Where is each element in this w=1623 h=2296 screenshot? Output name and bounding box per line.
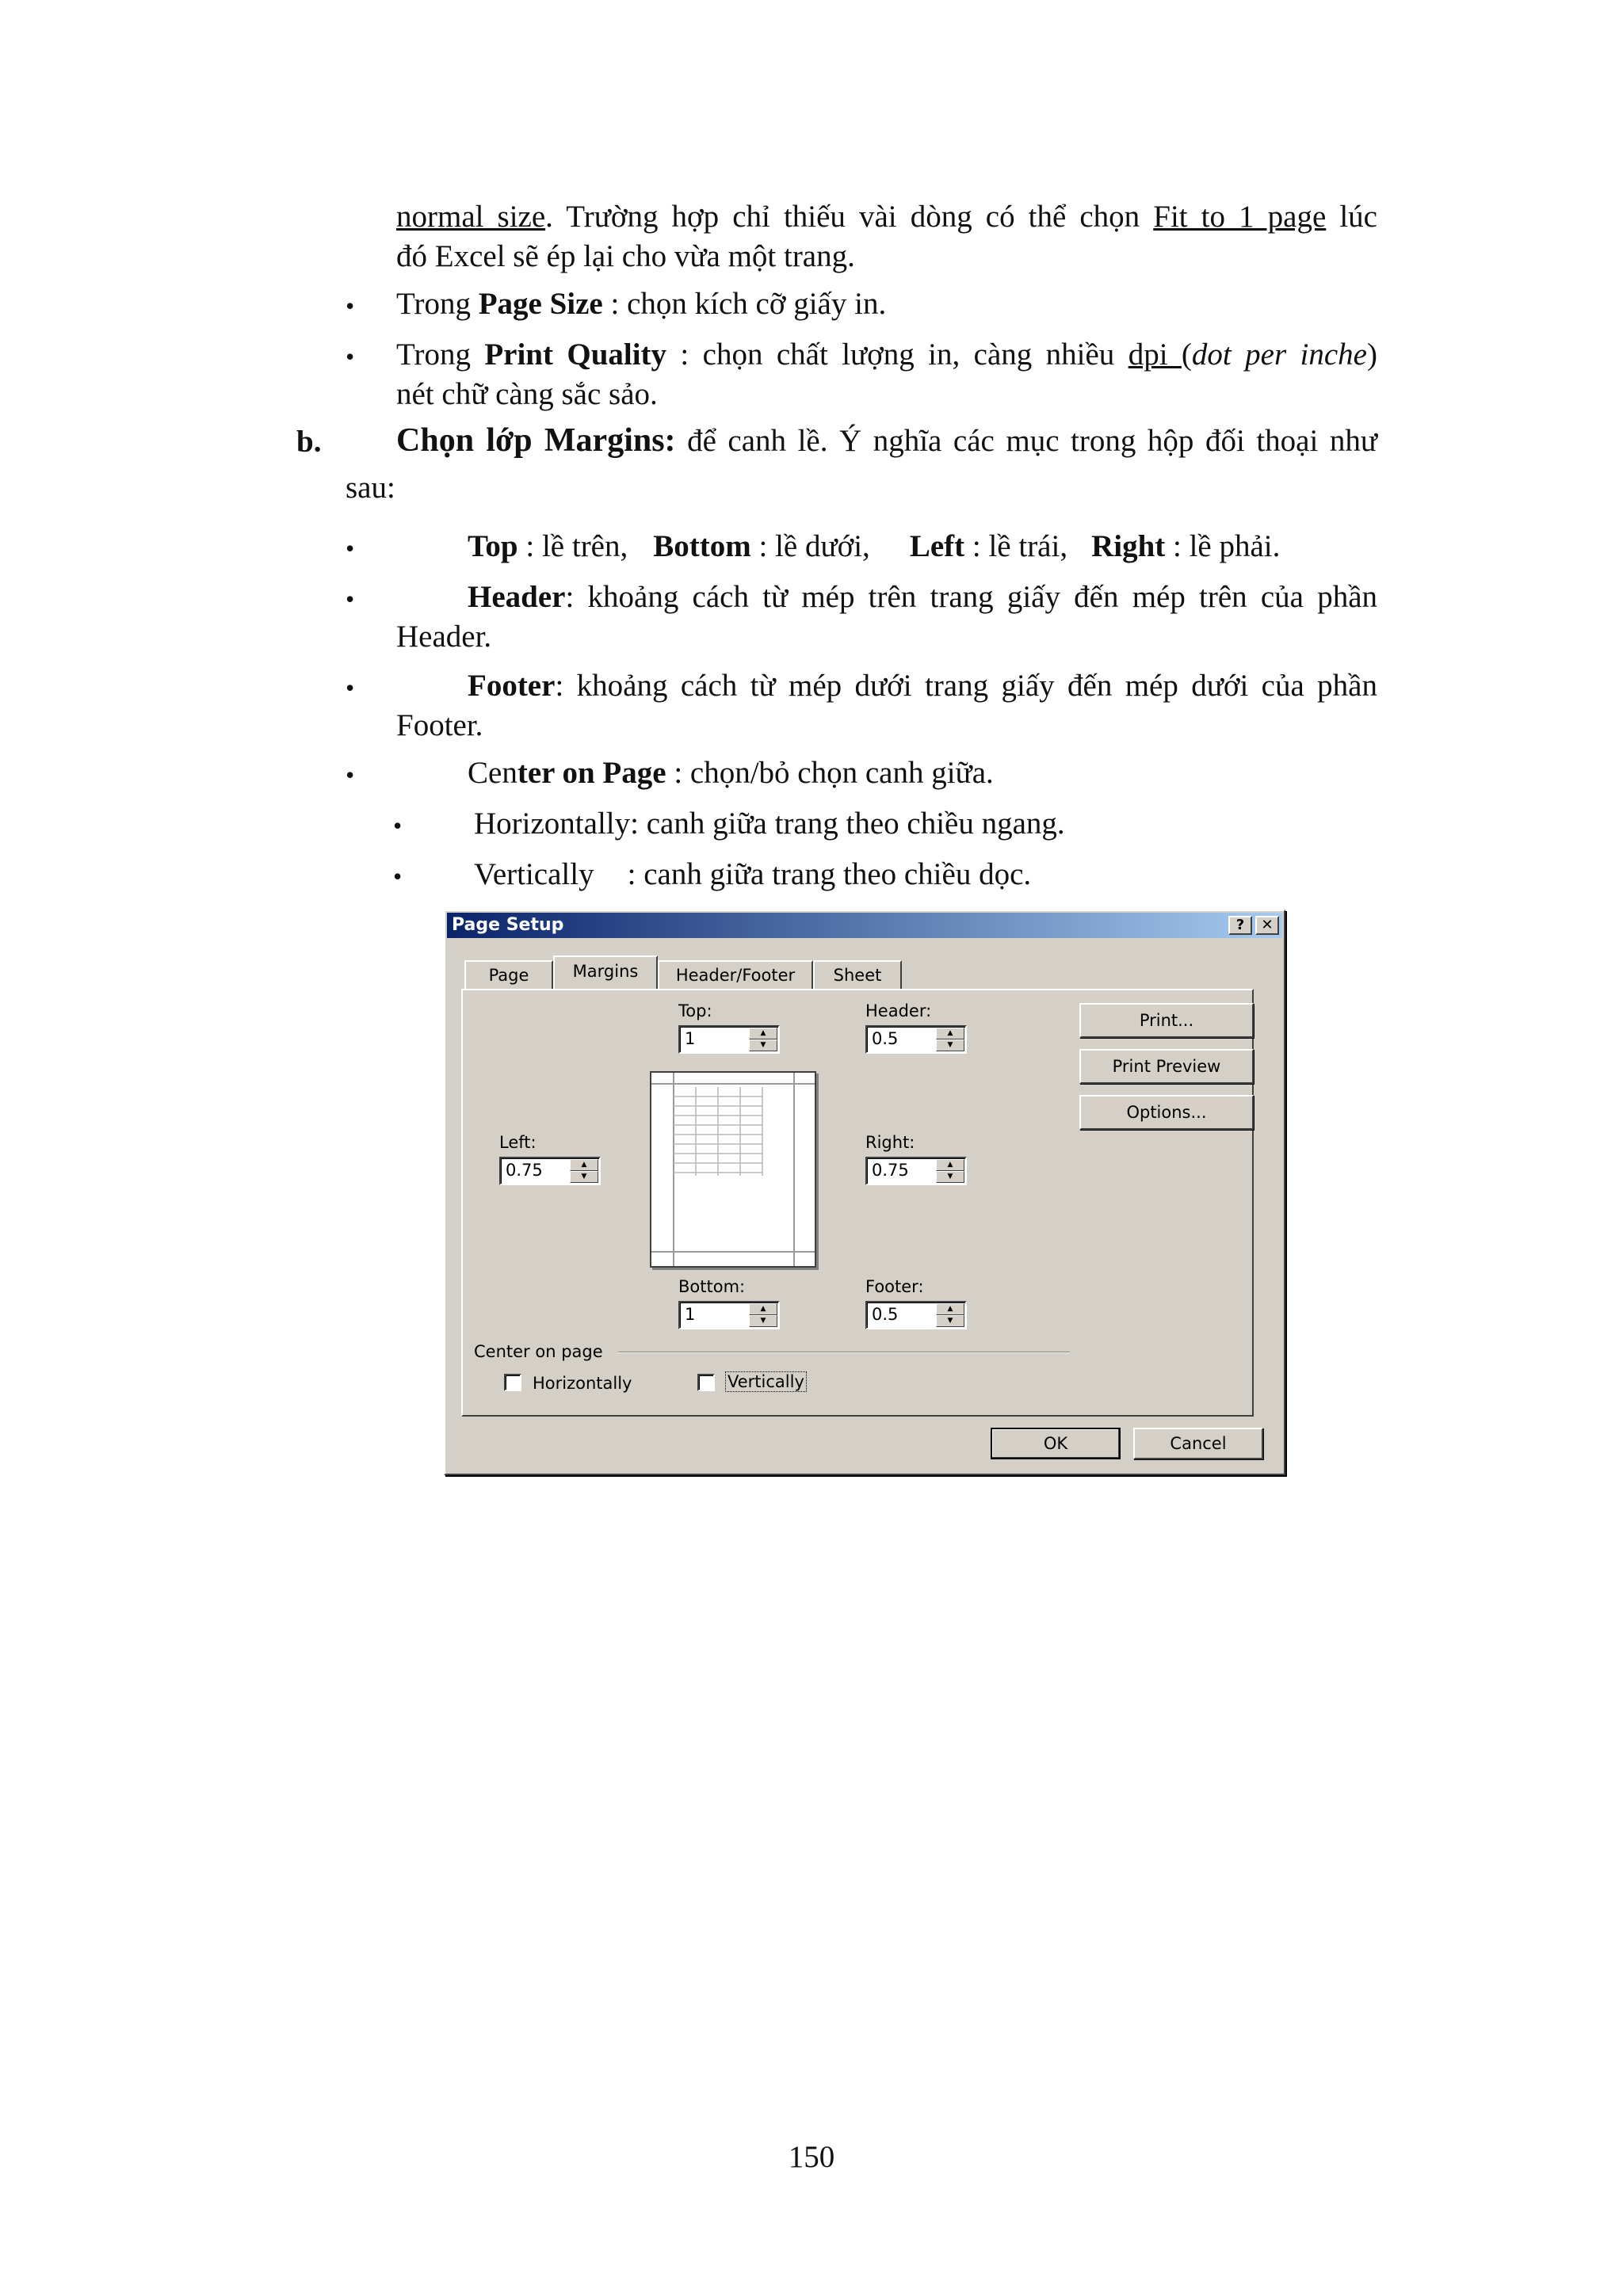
bullet-header-dot: • [346,585,355,613]
link-dpi: dpi [1128,338,1182,372]
bullet-print-quality: Trong Print Quality : chọn chất lượng in, càng nhiều dpi (dot per inche) [396,338,1377,372]
bullet-footer-dot: • [346,673,355,702]
left-value: 0.75 [506,1161,543,1180]
help-button[interactable]: ? [1228,916,1252,935]
paragraph-line-2: đó Excel sẽ ép lại cho vừa một trang. [396,239,855,273]
right-label: Right: [865,1133,915,1152]
section-b-label: b. [296,425,322,459]
bottom-spinner[interactable] [678,1301,780,1329]
bullet-header: Header: khoảng cách từ mép trên trang giấy đến mép trên của phần [468,580,1377,614]
vertically-label[interactable]: Vertically [727,1372,804,1391]
footer-spin-down-icon[interactable]: ▼ [936,1315,964,1327]
sub-bullet-horizontally-dot: • [393,811,403,840]
link-fit-to-1-page: Fit to 1 page [1153,200,1327,234]
footer-label: Footer: [865,1277,924,1296]
header-label: Header: [865,1001,932,1020]
preview-sheet-icon [651,1073,815,1266]
bullet-print-quality-cont: nét chữ càng sắc sảo. [396,377,658,411]
horizontally-label[interactable]: Horizontally [533,1374,632,1393]
group-divider [618,1352,1070,1353]
dialog-title: Page Setup [452,915,564,935]
page-number: 150 [788,2140,835,2174]
footer-spin-up-icon[interactable]: ▲ [936,1303,964,1315]
bullet-page-size: Trong Page Size : chọn kích cỡ giấy in. [396,287,887,321]
left-label: Left: [499,1133,537,1152]
bullet-page-size-dot: • [346,292,355,320]
section-b-heading: Chọn lớp Margins: để canh lề. Ý nghĩa các mục trong hộp đối thoại như [396,422,1377,459]
tab-header-footer[interactable]: Header/Footer [658,960,813,989]
top-spin-up-icon[interactable]: ▲ [749,1028,777,1039]
right-spin-up-icon[interactable]: ▲ [936,1159,964,1171]
header-spin-down-icon[interactable]: ▼ [936,1039,964,1051]
sub-bullet-vertically: Vertically : canh giữa trang theo chiều dọc. [474,857,1032,891]
top-spin-down-icon[interactable]: ▼ [749,1039,777,1051]
header-value: 0.5 [872,1029,899,1048]
bullet-center-on-page: Center on Page : chọn/bỏ chọn canh giữa. [468,756,994,790]
bottom-spin-down-icon[interactable]: ▼ [749,1315,777,1327]
footer-spinner[interactable] [865,1301,967,1329]
horizontally-checkbox[interactable] [504,1374,521,1391]
bullet-footer-cont: Footer. [396,708,483,742]
tab-sheet[interactable]: Sheet [813,960,902,989]
ok-button[interactable]: OK [991,1428,1121,1459]
bottom-spin-up-icon[interactable]: ▲ [749,1303,777,1315]
bullet-margins: Top : lề trên, Bottom : lề dưới, Left : lề trái, Right : lề phải. [468,529,1281,563]
bullet-footer: Footer: khoảng cách từ mép dưới trang giấy đến mép dưới của phần [468,669,1377,703]
page-setup-dialog [444,910,1285,1475]
print-preview-button[interactable]: Print Preview [1079,1049,1254,1084]
right-spin-down-icon[interactable]: ▼ [936,1171,964,1183]
header-spin-up-icon[interactable]: ▲ [936,1028,964,1039]
section-b-cont: sau: [346,471,395,505]
paragraph-line-1: normal size. Trường hợp chỉ thiếu vài dòng có thể chọn Fit to 1 page lúc [396,200,1377,234]
center-on-page-label: Center on page [474,1342,603,1361]
bullet-margins-dot: • [346,534,355,563]
margin-preview-icon [650,1071,816,1268]
left-spin-down-icon[interactable]: ▼ [570,1171,598,1183]
link-normal-size: normal size [396,200,546,234]
header-spinner[interactable] [865,1025,967,1054]
bullet-center-dot: • [346,761,355,789]
top-spinner[interactable] [678,1025,780,1054]
vertically-checkbox[interactable] [697,1374,715,1391]
right-value: 0.75 [872,1161,909,1180]
sub-bullet-horizontally: Horizontally: canh giữa trang theo chiều ngang. [474,807,1065,841]
close-button[interactable]: ✕ [1255,916,1279,935]
bullet-header-cont: Header. [396,620,492,654]
left-spin-up-icon[interactable]: ▲ [570,1159,598,1171]
top-label: Top: [678,1001,712,1020]
tab-margins[interactable]: Margins [553,955,658,989]
tab-page[interactable]: Page [464,960,553,989]
left-spinner[interactable] [499,1157,601,1185]
options-button[interactable]: Options... [1079,1095,1254,1130]
footer-value: 0.5 [872,1305,899,1324]
dialog-titlebar [447,913,1282,938]
right-spinner[interactable] [865,1157,967,1185]
bullet-print-quality-dot: • [346,342,355,371]
sub-bullet-vertically-dot: • [393,862,403,891]
bottom-label: Bottom: [678,1277,746,1296]
bottom-value: 1 [685,1305,696,1324]
cancel-button[interactable]: Cancel [1133,1428,1263,1459]
top-value: 1 [685,1029,696,1048]
print-button[interactable]: Print... [1079,1003,1254,1038]
